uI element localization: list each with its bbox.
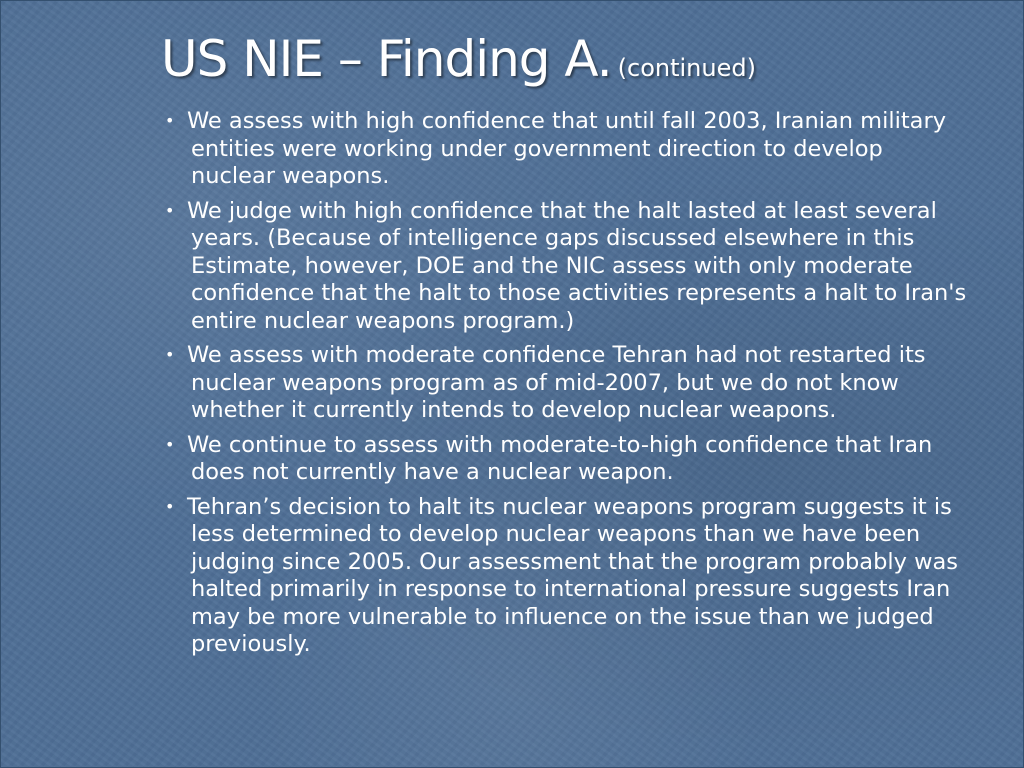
bullet-item [165, 341, 973, 425]
slide-title-sub: (continued) [617, 54, 756, 82]
bullet-text: We continue to assess with moderate-to-high confidence that Iran does not currently have a nuclear weapon. [187, 431, 933, 485]
bullet-icon: • [165, 111, 175, 130]
bullet-item [165, 197, 973, 336]
bullet-text: We judge with high confidence that the halt lasted at least several years. (Because of intelligence gaps discussed elsewhere in this Estimate, however, DOE and the NIC assess with only moderate confidence that the halt to those activities represents a halt to Iran's entire nuclear weapons program.) [187, 197, 967, 334]
bullet-item [165, 107, 973, 191]
slide-title [161, 29, 756, 98]
bullet-icon: • [165, 496, 175, 516]
bullet-text: We assess with high confidence that until fall 2003, Iranian military entities were working under government direction to develop nuclear weapons. [187, 108, 947, 189]
bullet-icon: • [165, 434, 175, 454]
bullet-item [165, 493, 973, 659]
slide-title-main: US NIE – Finding A. [161, 30, 612, 88]
bullet-icon: • [165, 200, 175, 220]
bullet-item [165, 431, 973, 487]
bullet-text: We assess with moderate confidence Tehran had not restarted its nuclear weapons program as of mid-2007, but we do not know whether it currently intends to develop nuclear weapons. [187, 342, 926, 423]
bullet-list [165, 107, 973, 665]
bullet-text: Tehran’s decision to halt its nuclear weapons program suggests it is less determined to develop nuclear weapons than we have been judging since 2005. Our assessment that the program probably was halted primarily in response to international pressure suggests Iran may be more vulnerable to influence on the issue than we judged previously. [187, 493, 958, 657]
bullet-icon: • [165, 345, 175, 364]
